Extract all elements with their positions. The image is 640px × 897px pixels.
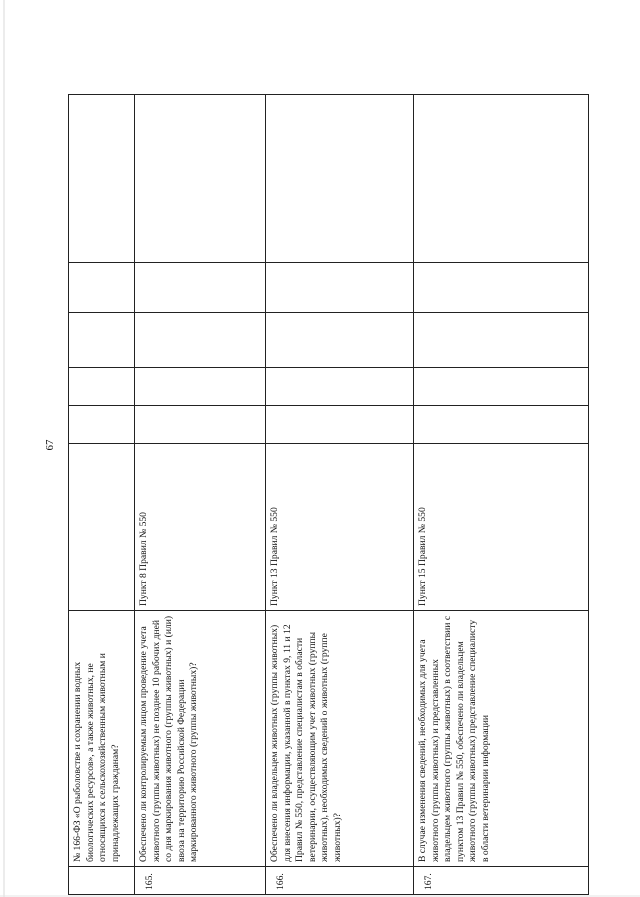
row-number: 167.	[423, 873, 434, 890]
question-cell	[69, 611, 135, 867]
notes-cell	[69, 95, 135, 263]
answer-no-cell	[414, 368, 589, 406]
answer-yes-cell	[266, 406, 414, 444]
answer-extra-cell	[135, 263, 266, 313]
reference-text: Пункт 13 Правил № 550	[269, 507, 280, 606]
question-cell	[414, 611, 589, 867]
table-row	[135, 95, 266, 895]
answer-extra-cell	[414, 263, 589, 313]
question-text: Обеспечено ли владельцем животных (группы животных) для внесения информации, указанной в пунктах 9, 11 и 12 Правил № 550, представление специалистам в области ветеринарии, осуществляющим учет животных (группы животных), необходимых сведений о животных (группе животных)?	[269, 624, 343, 862]
reference-cell	[414, 444, 589, 611]
notes-cell	[266, 95, 414, 263]
question-text: № 166-ФЗ «О рыболовстве и сохранении водных биологических ресурсов», а также животных, не относящихся к сельскохозяйственным животным и принадлежащих гражданам?	[72, 653, 121, 862]
table-row	[69, 95, 135, 895]
notes-cell	[414, 95, 589, 263]
reference-text: Пункт 8 Правил № 550	[138, 512, 149, 606]
answer-extra-cell	[69, 263, 135, 313]
answer-no-cell	[266, 368, 414, 406]
question-cell	[135, 611, 266, 867]
row-number	[72, 871, 78, 890]
answer-na-cell	[414, 313, 589, 368]
question-text: Обеспечено ли контролируемым лицом проведение учета животного (группы животных) не позднее 10 рабочих дней со дня маркирования животного (группы животных) и (или) ввоза на территорию Российской Федерации маркированного животного (группы животных)?	[138, 615, 200, 862]
question-cell	[266, 611, 414, 867]
row-number-cell	[414, 867, 589, 895]
row-number: 166.	[275, 873, 286, 890]
reference-cell	[69, 444, 135, 611]
answer-yes-cell	[135, 406, 266, 444]
page-number: 67	[44, 439, 56, 451]
answer-na-cell	[135, 313, 266, 368]
rotated-page	[44, 95, 588, 895]
checklist-table	[68, 94, 589, 895]
reference-cell	[135, 444, 266, 611]
question-text: В случае изменения сведений, необходимых для учета животного (группы животных) и представленных владельцем животного (группы животных) в соответствии с пунктом 13 Правил № 550, обеспечено ли владельцем животного (группы животных) представление специалисту в области ветеринарии информации	[417, 615, 491, 862]
answer-no-cell	[69, 368, 135, 406]
answer-yes-cell	[69, 406, 135, 444]
answer-na-cell	[69, 313, 135, 368]
answer-yes-cell	[414, 406, 589, 444]
answer-no-cell	[135, 368, 266, 406]
answer-na-cell	[266, 313, 414, 368]
row-number-cell	[135, 867, 266, 895]
row-number-cell	[266, 867, 414, 895]
reference-text: Пункт 15 Правил № 550	[417, 507, 428, 606]
reference-cell	[266, 444, 414, 611]
answer-extra-cell	[266, 263, 414, 313]
table-row	[266, 95, 414, 895]
row-number: 165.	[144, 873, 155, 890]
table-row	[414, 95, 589, 895]
notes-cell	[135, 95, 266, 263]
row-number-cell	[69, 867, 135, 895]
